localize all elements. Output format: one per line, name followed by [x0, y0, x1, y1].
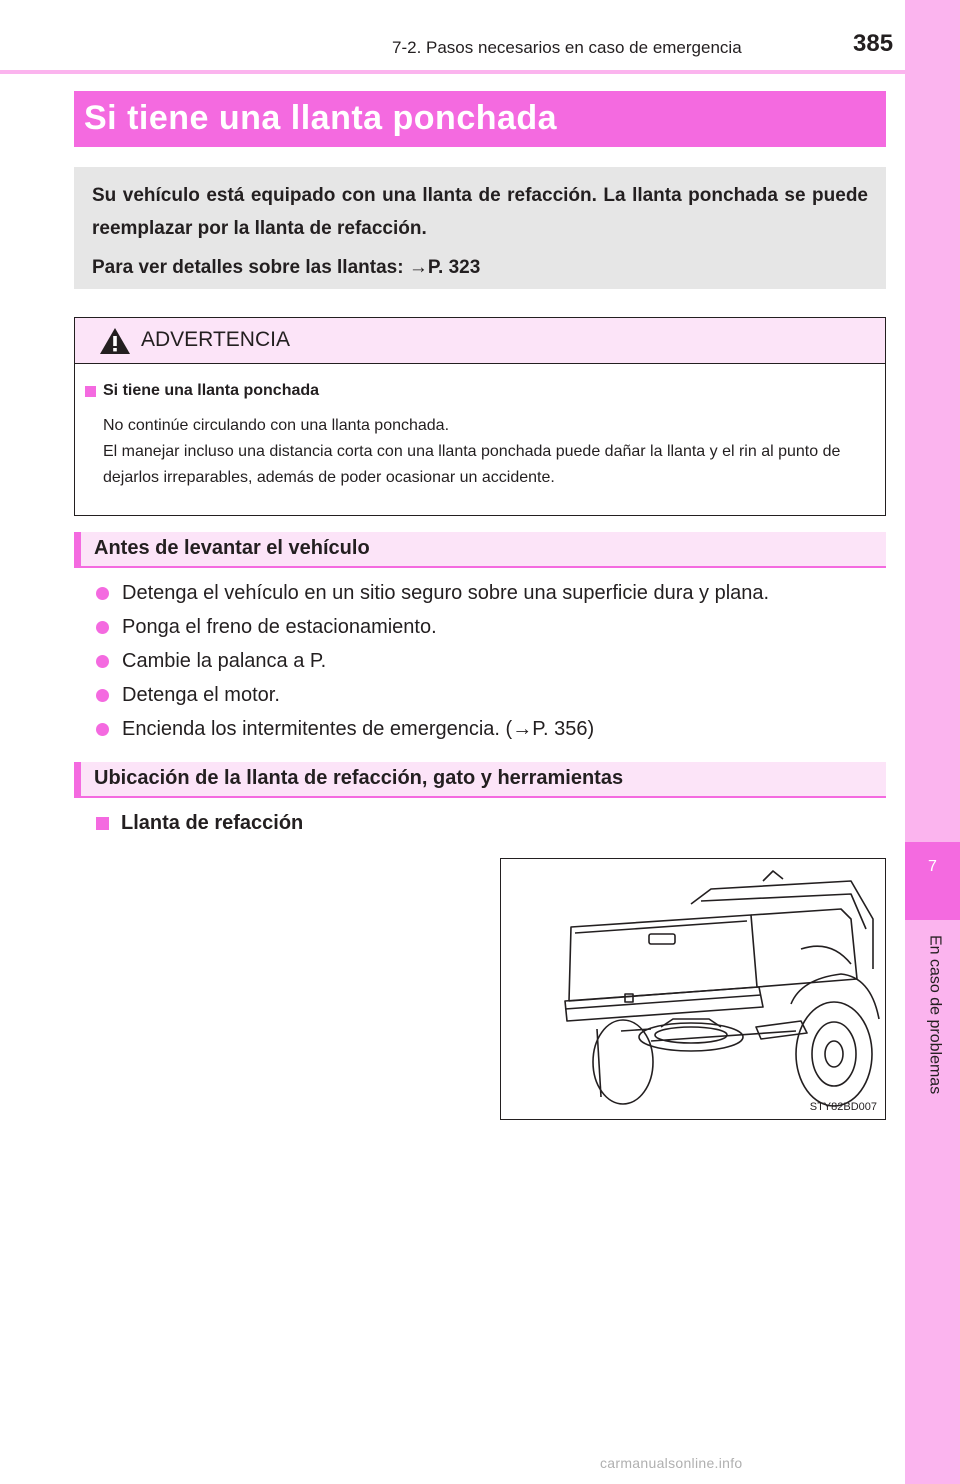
chapter-side-tab [905, 0, 960, 1484]
bullet-icon [96, 689, 109, 702]
figure-code: STY82BD007 [809, 1101, 877, 1113]
truck-rear-drawing [501, 859, 885, 1119]
bullet-icon [96, 621, 109, 634]
intro-box [74, 167, 886, 289]
warning-box [74, 317, 886, 516]
bullet-icon [96, 655, 109, 668]
list-item [96, 712, 769, 746]
list-item-text: Encienda los intermitentes de emergencia. (→P. 356) [122, 717, 595, 740]
intro-text: Su vehículo está equipado con una llanta de refacción. La llanta ponchada se puede reemplazar por la llanta de refacción. [92, 185, 868, 239]
warning-subheading [85, 382, 319, 400]
header-section-title: 7-2. Pasos necesarios en caso de emergencia [392, 38, 742, 57]
warning-text-1: No continúe circulando con una llanta ponchada. [103, 417, 450, 434]
square-bullet-icon [85, 386, 96, 397]
list-item-text: Ponga el freno de estacionamiento. [122, 615, 437, 638]
spare-tire-subheading-text: Llanta de refacción [121, 812, 304, 834]
list-item-text: Detenga el vehículo en un sitio seguro sobre una superficie dura y plana. [122, 581, 770, 604]
square-bullet-icon [96, 817, 109, 830]
section-heading-before-lifting: Antes de levantar el vehículo [74, 532, 886, 568]
section-heading-spare-tire-location: Ubicación de la llanta de refacción, gato y herramientas [74, 762, 886, 798]
warning-subheading-text: Si tiene una llanta ponchada [103, 382, 320, 399]
list-item [96, 644, 769, 678]
warning-title: ADVERTENCIA [141, 328, 290, 351]
spare-tire-illustration [500, 858, 886, 1120]
bullet-icon [96, 587, 109, 600]
header-divider [0, 70, 905, 74]
list-item [96, 678, 769, 712]
list-item [96, 610, 769, 644]
chapter-number: 7 [928, 858, 937, 875]
list-item [96, 576, 769, 610]
chapter-title: En caso de problemas [926, 935, 944, 1095]
chapter-side-tab-active[interactable] [905, 842, 960, 920]
warning-body [103, 413, 873, 491]
watermark: carmanualsonline.info [600, 1455, 743, 1471]
warning-header [75, 318, 885, 364]
warning-triangle-icon [99, 327, 131, 360]
precaution-list [96, 576, 769, 746]
page-title: Si tiene una llanta ponchada [74, 91, 886, 147]
bullet-icon [96, 723, 109, 736]
list-item-text: Detenga el motor. [122, 683, 280, 706]
page-number: 385 [853, 30, 894, 57]
spare-tire-subheading [96, 812, 303, 835]
list-item-text: Cambie la palanca a P. [122, 649, 327, 672]
intro-reference: Para ver detalles sobre las llantas: →P. 323 [92, 257, 481, 278]
warning-text-2: El manejar incluso una distancia corta con una llanta ponchada puede dañar la llanta y el rin al punto de dejarlos irreparables, además de poder ocasionar un accidente. [103, 443, 841, 486]
